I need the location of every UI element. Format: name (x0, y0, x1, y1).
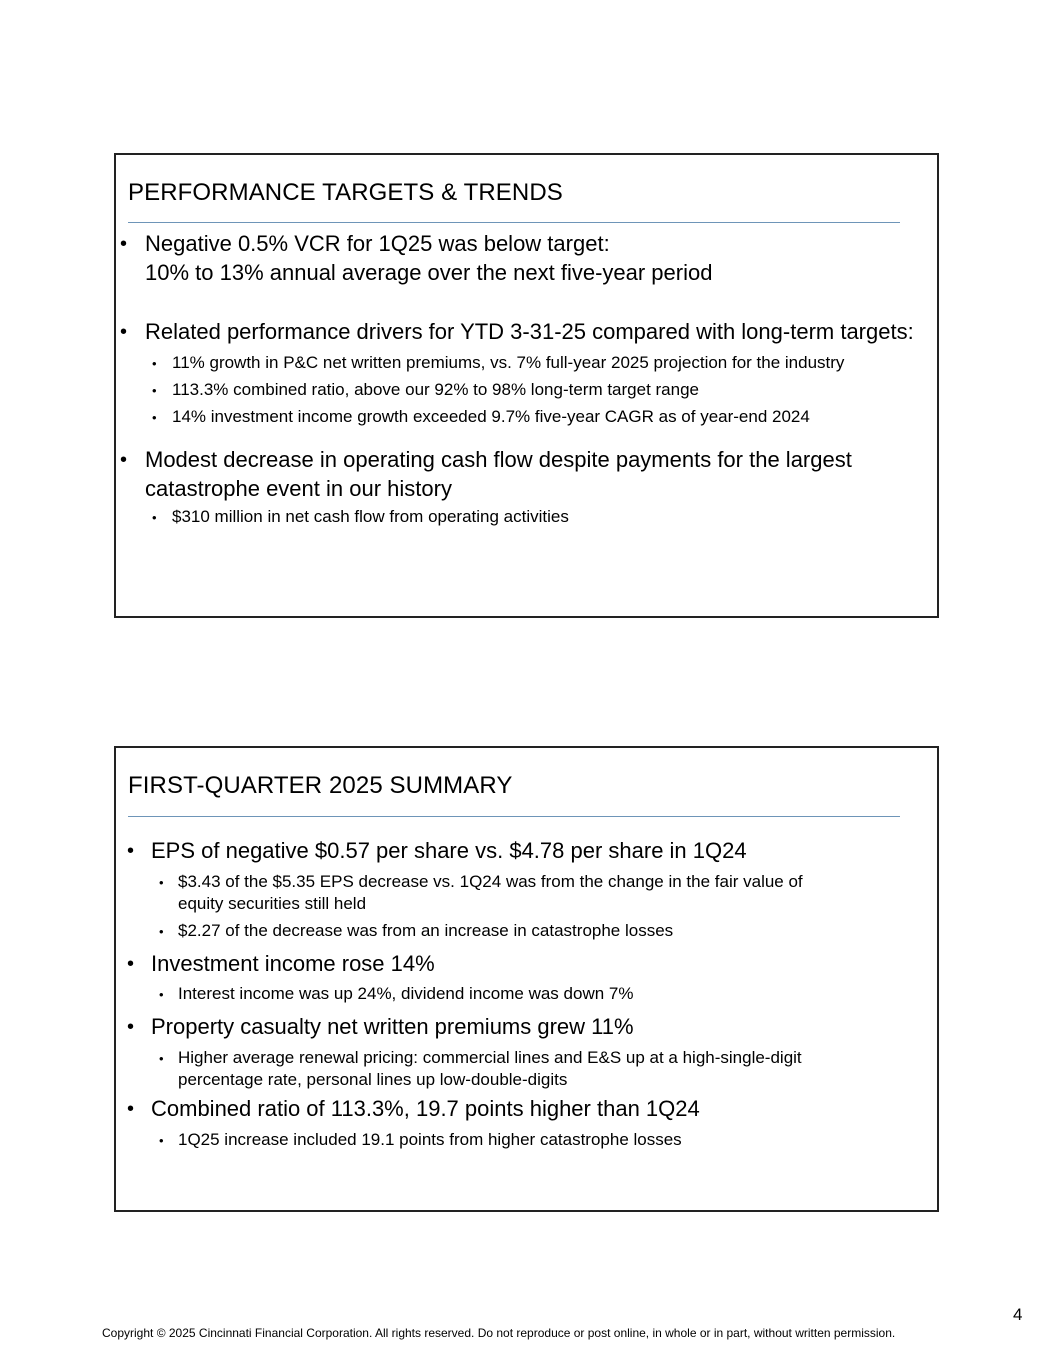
sub-bullet-text-continued: percentage rate, personal lines up low-double-digits (178, 1070, 568, 1089)
slide-performance-targets (114, 153, 939, 618)
sub-bullet-text: 113.3% combined ratio, above our 92% to 98% long-term target range (172, 380, 699, 399)
bullet-text: EPS of negative $0.57 per share vs. $4.78 per share in 1Q24 (151, 838, 747, 863)
bullet-marker: • (120, 321, 128, 343)
sub-bullet-marker: • (159, 875, 164, 890)
sub-bullet-text: 11% growth in P&C net written premiums, vs. 7% full-year 2025 projection for the industry (172, 353, 845, 372)
title-divider (128, 816, 900, 817)
bullet-text-continued: 10% to 13% annual average over the next five-year period (145, 260, 713, 285)
bullet-text-continued: catastrophe event in our history (145, 476, 452, 501)
sub-bullet-text: $310 million in net cash flow from operating activities (172, 507, 569, 526)
sub-bullet-text: $3.43 of the $5.35 EPS decrease vs. 1Q24 was from the change in the fair value of (178, 872, 803, 891)
sub-bullet-marker: • (159, 924, 164, 939)
sub-bullet-marker: • (159, 1133, 164, 1148)
sub-bullet-text: Higher average renewal pricing: commercial lines and E&S up at a high-single-digit (178, 1048, 802, 1067)
bullet-text: Related performance drivers for YTD 3-31-25 compared with long-term targets: (145, 319, 914, 344)
copyright-notice: Copyright © 2025 Cincinnati Financial Corporation. All rights reserved. Do not reproduce or post online, in whole or in part, without written permission. (102, 1326, 896, 1340)
bullet-text: Negative 0.5% VCR for 1Q25 was below target: (145, 231, 610, 256)
sub-bullet-text: Interest income was up 24%, dividend income was down 7% (178, 984, 634, 1003)
title-divider (128, 222, 900, 223)
bullet-text: Investment income rose 14% (151, 951, 435, 976)
sub-bullet-text: $2.27 of the decrease was from an increase in catastrophe losses (178, 921, 674, 940)
sub-bullet-marker: • (159, 987, 164, 1002)
sub-bullet-text: 1Q25 increase included 19.1 points from higher catastrophe losses (178, 1130, 682, 1149)
bullet-marker: • (127, 1098, 135, 1120)
bullet-marker: • (120, 233, 128, 255)
slide-title: FIRST-QUARTER 2025 SUMMARY (128, 772, 513, 799)
sub-bullet-text-continued: equity securities still held (178, 894, 367, 913)
sub-bullet-marker: • (152, 410, 157, 425)
bullet-marker: • (127, 953, 135, 975)
bullet-text: Combined ratio of 113.3%, 19.7 points higher than 1Q24 (151, 1096, 700, 1121)
sub-bullet-marker: • (159, 1051, 164, 1066)
slide-first-quarter-summary (114, 746, 939, 1212)
bullet-text: Property casualty net written premiums grew 11% (151, 1014, 634, 1039)
bullet-marker: • (127, 1016, 135, 1038)
bullet-text: Modest decrease in operating cash flow despite payments for the largest (145, 447, 852, 472)
slide-title: PERFORMANCE TARGETS & TRENDS (128, 179, 563, 206)
bullet-marker: • (127, 840, 135, 862)
sub-bullet-marker: • (152, 356, 157, 371)
sub-bullet-text: 14% investment income growth exceeded 9.7% five-year CAGR as of year-end 2024 (172, 407, 810, 426)
sub-bullet-marker: • (152, 383, 157, 398)
page-number: 4 (1013, 1305, 1023, 1324)
bullet-marker: • (120, 449, 128, 471)
sub-bullet-marker: • (152, 510, 157, 525)
